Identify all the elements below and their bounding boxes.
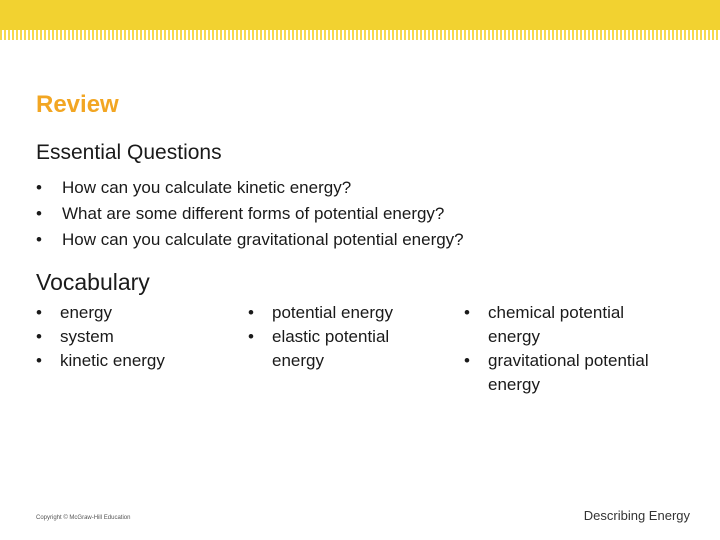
vocabulary-term-text: potential energy xyxy=(272,303,393,322)
vocabulary-term xyxy=(36,301,236,325)
top-striped-border xyxy=(0,30,720,40)
vocabulary-term xyxy=(248,325,438,373)
essential-questions-list xyxy=(36,175,676,253)
bullet-icon: • xyxy=(36,204,42,223)
bullet-icon: • xyxy=(36,178,42,197)
vocabulary-term-text: energy xyxy=(60,303,112,322)
question-item xyxy=(36,201,676,227)
vocabulary-term xyxy=(248,301,438,325)
vocabulary-term-text: elastic potential energy xyxy=(272,327,390,370)
question-text: What are some different forms of potential energy? xyxy=(62,204,445,223)
question-item xyxy=(36,175,676,201)
bullet-icon: • xyxy=(464,303,470,322)
question-item xyxy=(36,227,676,253)
bullet-icon: • xyxy=(36,327,42,346)
vocabulary-term xyxy=(464,349,674,397)
vocabulary-heading: Vocabulary xyxy=(36,269,150,295)
vocabulary-term-text: kinetic energy xyxy=(60,351,165,370)
vocabulary-term-text: chemical potential energy xyxy=(488,303,625,346)
vocabulary-column-1 xyxy=(36,301,236,373)
bullet-icon: • xyxy=(36,303,42,322)
vocabulary-column-3 xyxy=(464,301,674,397)
bullet-icon: • xyxy=(248,303,254,322)
vocabulary-term-text: system xyxy=(60,327,114,346)
lesson-topic-label: Describing Energy xyxy=(583,508,690,523)
vocabulary-term-text: gravitational potential energy xyxy=(488,351,649,394)
bullet-icon: • xyxy=(36,230,42,249)
question-text: How can you calculate gravitational potential energy? xyxy=(62,230,464,249)
essential-questions-heading: Essential Questions xyxy=(36,141,222,164)
question-text: How can you calculate kinetic energy? xyxy=(62,178,352,197)
top-color-band xyxy=(0,0,720,30)
bullet-icon: • xyxy=(36,351,42,370)
slide-title: Review xyxy=(36,91,119,118)
vocabulary-term xyxy=(36,349,236,373)
vocabulary-term xyxy=(36,325,236,349)
vocabulary-term xyxy=(464,301,674,349)
bullet-icon: • xyxy=(464,351,470,370)
copyright-notice: Copyright © McGraw-Hill Education xyxy=(36,515,131,521)
bullet-icon: • xyxy=(248,327,254,346)
vocabulary-column-2 xyxy=(248,301,438,373)
